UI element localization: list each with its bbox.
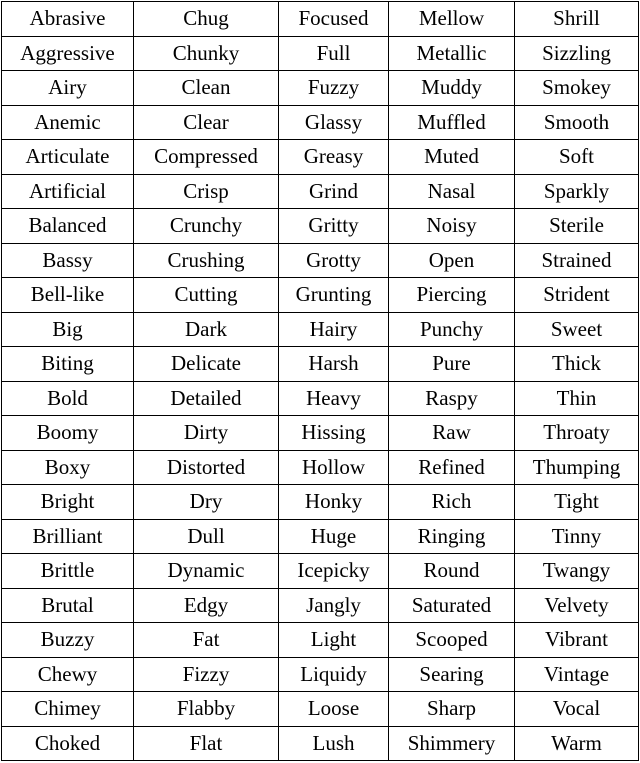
table-cell: Sparkly — [515, 174, 639, 209]
table-cell: Hissing — [279, 416, 389, 451]
table-cell: Punchy — [389, 312, 515, 347]
table-cell: Boomy — [2, 416, 134, 451]
table-cell: Vintage — [515, 657, 639, 692]
table-cell: Distorted — [134, 450, 279, 485]
table-cell: Honky — [279, 485, 389, 520]
table-cell: Refined — [389, 450, 515, 485]
descriptor-table-body — [2, 2, 639, 761]
table-row — [2, 692, 639, 727]
table-row — [2, 657, 639, 692]
table-cell: Thumping — [515, 450, 639, 485]
table-cell: Velvety — [515, 588, 639, 623]
table-row — [2, 174, 639, 209]
table-cell: Bold — [2, 381, 134, 416]
table-cell: Gritty — [279, 209, 389, 244]
table-cell: Chug — [134, 2, 279, 37]
table-cell: Buzzy — [2, 623, 134, 658]
table-cell: Liquidy — [279, 657, 389, 692]
table-cell: Edgy — [134, 588, 279, 623]
table-cell: Vibrant — [515, 623, 639, 658]
table-cell: Smokey — [515, 71, 639, 106]
table-cell: Smooth — [515, 105, 639, 140]
table-cell: Searing — [389, 657, 515, 692]
table-cell: Bassy — [2, 243, 134, 278]
table-cell: Clean — [134, 71, 279, 106]
table-cell: Hairy — [279, 312, 389, 347]
table-row — [2, 140, 639, 175]
table-row — [2, 312, 639, 347]
table-cell: Strident — [515, 278, 639, 313]
table-cell: Full — [279, 36, 389, 71]
table-cell: Round — [389, 554, 515, 589]
table-cell: Shrill — [515, 2, 639, 37]
table-row — [2, 485, 639, 520]
table-cell: Cutting — [134, 278, 279, 313]
table-cell: Thin — [515, 381, 639, 416]
table-cell: Greasy — [279, 140, 389, 175]
table-row — [2, 105, 639, 140]
table-cell: Nasal — [389, 174, 515, 209]
table-cell: Loose — [279, 692, 389, 727]
table-cell: Hollow — [279, 450, 389, 485]
table-cell: Raspy — [389, 381, 515, 416]
table-cell: Articulate — [2, 140, 134, 175]
table-cell: Delicate — [134, 347, 279, 382]
table-cell: Chewy — [2, 657, 134, 692]
table-cell: Anemic — [2, 105, 134, 140]
table-cell: Shimmery — [389, 726, 515, 761]
table-cell: Glassy — [279, 105, 389, 140]
table-cell: Scooped — [389, 623, 515, 658]
table-cell: Grunting — [279, 278, 389, 313]
table-cell: Crunchy — [134, 209, 279, 244]
table-cell: Big — [2, 312, 134, 347]
table-row — [2, 588, 639, 623]
table-row — [2, 347, 639, 382]
table-cell: Focused — [279, 2, 389, 37]
table-cell: Chimey — [2, 692, 134, 727]
table-cell: Grind — [279, 174, 389, 209]
table-row — [2, 726, 639, 761]
table-cell: Lush — [279, 726, 389, 761]
table-cell: Muted — [389, 140, 515, 175]
table-cell: Abrasive — [2, 2, 134, 37]
table-cell: Sizzling — [515, 36, 639, 71]
table-cell: Dark — [134, 312, 279, 347]
table-row — [2, 416, 639, 451]
table-cell: Crisp — [134, 174, 279, 209]
table-cell: Airy — [2, 71, 134, 106]
table-cell: Twangy — [515, 554, 639, 589]
table-cell: Crushing — [134, 243, 279, 278]
table-cell: Light — [279, 623, 389, 658]
table-cell: Metallic — [389, 36, 515, 71]
table-cell: Warm — [515, 726, 639, 761]
table-cell: Saturated — [389, 588, 515, 623]
table-cell: Heavy — [279, 381, 389, 416]
table-row — [2, 36, 639, 71]
table-cell: Rich — [389, 485, 515, 520]
table-cell: Thick — [515, 347, 639, 382]
table-cell: Grotty — [279, 243, 389, 278]
table-cell: Detailed — [134, 381, 279, 416]
table-cell: Raw — [389, 416, 515, 451]
table-row — [2, 2, 639, 37]
table-cell: Muffled — [389, 105, 515, 140]
table-cell: Choked — [2, 726, 134, 761]
table-cell: Dynamic — [134, 554, 279, 589]
table-row — [2, 278, 639, 313]
table-cell: Dull — [134, 519, 279, 554]
table-cell: Noisy — [389, 209, 515, 244]
table-cell: Biting — [2, 347, 134, 382]
table-cell: Bell-like — [2, 278, 134, 313]
table-row — [2, 554, 639, 589]
table-row — [2, 519, 639, 554]
table-cell: Tinny — [515, 519, 639, 554]
table-cell: Dry — [134, 485, 279, 520]
table-cell: Fizzy — [134, 657, 279, 692]
table-cell: Bright — [2, 485, 134, 520]
table-cell: Throaty — [515, 416, 639, 451]
table-cell: Sweet — [515, 312, 639, 347]
table-cell: Flat — [134, 726, 279, 761]
table-cell: Boxy — [2, 450, 134, 485]
table-cell: Brittle — [2, 554, 134, 589]
table-cell: Ringing — [389, 519, 515, 554]
table-cell: Fuzzy — [279, 71, 389, 106]
table-cell: Dirty — [134, 416, 279, 451]
table-cell: Harsh — [279, 347, 389, 382]
table-cell: Tight — [515, 485, 639, 520]
table-cell: Icepicky — [279, 554, 389, 589]
table-cell: Sterile — [515, 209, 639, 244]
table-cell: Chunky — [134, 36, 279, 71]
table-cell: Aggressive — [2, 36, 134, 71]
table-cell: Vocal — [515, 692, 639, 727]
table-cell: Sharp — [389, 692, 515, 727]
table-cell: Muddy — [389, 71, 515, 106]
table-cell: Brilliant — [2, 519, 134, 554]
table-row — [2, 71, 639, 106]
table-cell: Mellow — [389, 2, 515, 37]
table-cell: Artificial — [2, 174, 134, 209]
table-cell: Flabby — [134, 692, 279, 727]
descriptor-table — [1, 1, 639, 761]
table-row — [2, 381, 639, 416]
table-row — [2, 209, 639, 244]
table-cell: Soft — [515, 140, 639, 175]
table-cell: Pure — [389, 347, 515, 382]
table-cell: Huge — [279, 519, 389, 554]
table-cell: Jangly — [279, 588, 389, 623]
table-cell: Brutal — [2, 588, 134, 623]
table-row — [2, 623, 639, 658]
table-row — [2, 243, 639, 278]
table-cell: Strained — [515, 243, 639, 278]
table-cell: Open — [389, 243, 515, 278]
table-row — [2, 450, 639, 485]
table-cell: Balanced — [2, 209, 134, 244]
table-cell: Clear — [134, 105, 279, 140]
table-cell: Piercing — [389, 278, 515, 313]
table-cell: Fat — [134, 623, 279, 658]
table-cell: Compressed — [134, 140, 279, 175]
